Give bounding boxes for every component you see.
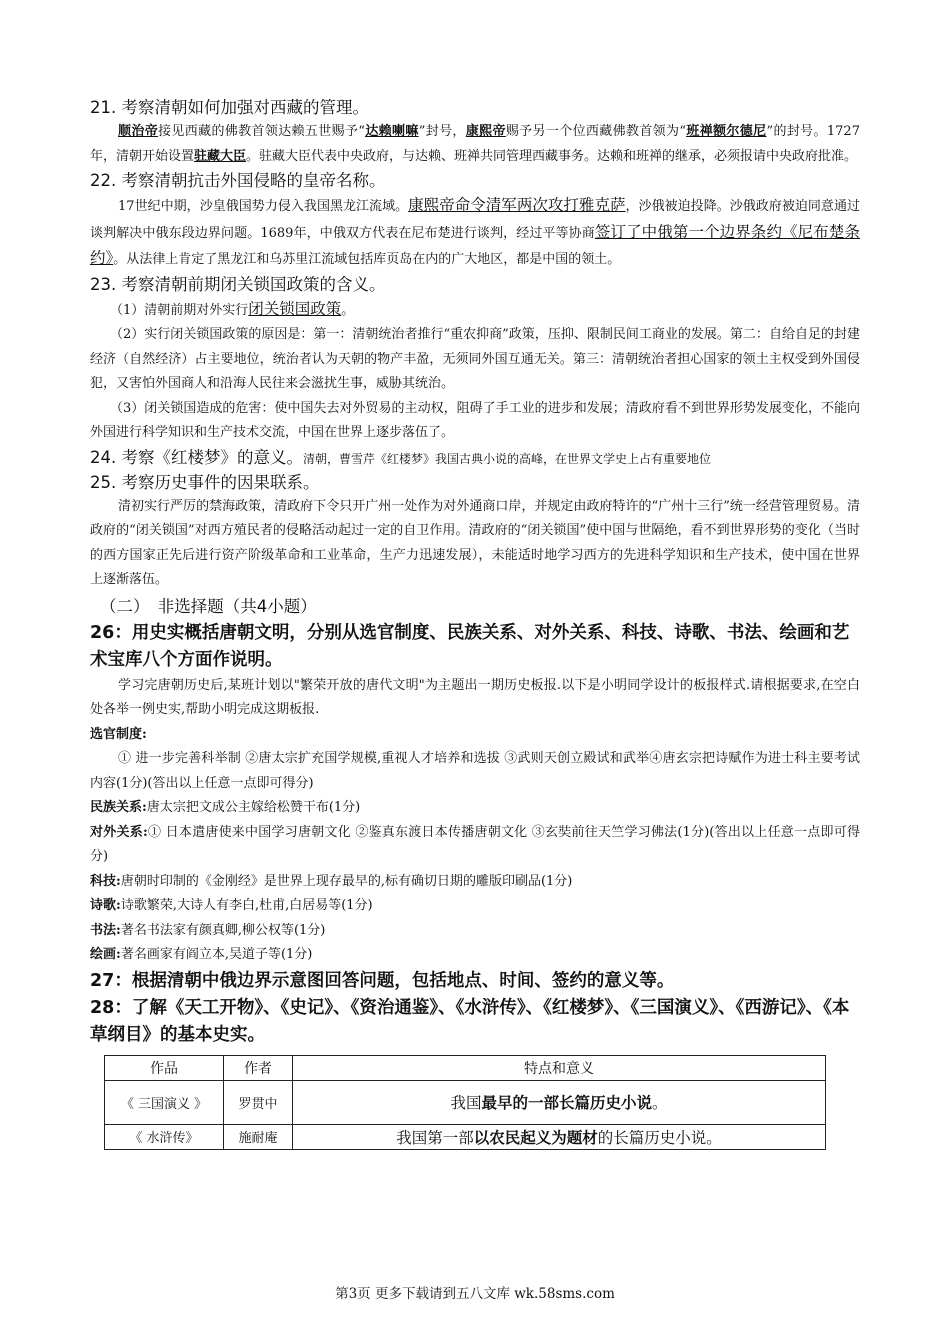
q26-item-label: 诗歌:	[90, 898, 121, 913]
q26-item-label: 民族关系:	[90, 800, 147, 815]
q26-item	[90, 796, 860, 821]
table-row	[105, 1080, 826, 1124]
meaning-part: 。	[652, 1094, 668, 1112]
q21-s3: 达赖喇嘛	[364, 124, 419, 139]
q26-item-label: 选官制度:	[90, 726, 147, 742]
q26-item-text: 唐太宗把文成公主嫁给松赞干布(1分)	[146, 800, 361, 815]
q24-title: 24. 考察《红楼梦》的意义。	[90, 447, 303, 467]
q26-item-label: 书法:	[90, 922, 121, 938]
q23-p1c: 。	[341, 302, 355, 318]
table-cell-author: 罗贯中	[224, 1080, 293, 1124]
table-cell-meaning	[293, 1080, 826, 1124]
q21-s2: 接见西藏的佛教首领达赖五世赐予“	[158, 124, 365, 139]
works-table	[104, 1055, 826, 1150]
page-footer: 第3页 更多下载请到五八文库 wk.58sms.com	[335, 1286, 615, 1302]
q26-item-label: 科技:	[90, 873, 121, 889]
table-row	[105, 1124, 826, 1149]
q25-paragraph: 清初实行严厉的禁海政策，清政府下令只开广州一处作为对外通商口岸，并规定由政府特许的“广州十三行”统一经营管理贸易。清政府的“闭关锁国”对西方殖民者的侵略活动起过一定的自卫作用。清政府的“闭关锁国”使中国与世隔绝，看不到世界形势的变化（当时的西方国家正先后进行资产阶级革命和工业革命，生产力迅速发展），未能适时地学习西方的先进科学知识和生产技术，使中国在世界上逐渐落伍。	[90, 498, 860, 587]
q26-item-text: 唐朝时印制的《金刚经》是世界上现存最早的,标有确切日期的雕版印刷品(1分)	[120, 873, 573, 889]
q26-item	[90, 894, 860, 919]
q26-item-text: ① 进一步完善科举制 ②唐太宗扩充国学规模,重视人才培养和选拔 ③武则天创立殿试和武举④唐玄宗把诗赋作为进士科主要考试内容(1分)(答出以上任意一点即可得分)	[90, 751, 860, 791]
meaning-emphasis: 以农民起义为题材	[473, 1128, 598, 1147]
q26-item	[90, 747, 860, 796]
table-header-meaning: 特点和意义	[293, 1055, 826, 1080]
q21-s10: 。驻藏大臣代表中央政府，与达赖、班禅共同管理西藏事务。达赖和班禅的继承，必须报请中央政府批准。	[246, 148, 858, 164]
q24-note: 清朝，曹雪芹《红楼梦》我国古典小说的高峰，在世界文学史上占有重要地位	[303, 451, 712, 466]
q21-paragraph	[90, 120, 860, 169]
q26-item-text: 著名书法家有颜真卿,柳公权等(1分)	[120, 922, 326, 938]
q23-title: 23. 考察清朝前期闭关锁国政策的含义。	[90, 274, 386, 294]
section-2-heading: （二） 非选择题（共4小题）	[100, 596, 317, 616]
q26-item-text: 诗歌繁荣,大诗人有李白,杜甫,白居易等(1分)	[120, 898, 373, 913]
q27-title: 27：根据清朝中俄边界示意图回答问题，包括地点、时间、签约的意义等。	[90, 970, 675, 991]
q26-item	[90, 919, 860, 944]
document-page	[90, 96, 860, 1150]
q23-point-1	[90, 297, 860, 324]
q21-s5: 康熙帝	[465, 124, 506, 139]
q26-item	[90, 821, 860, 870]
q26-item	[90, 870, 860, 895]
meaning-part: 的长篇历史小说。	[597, 1128, 722, 1147]
table-cell-work: 《 三国演义 》	[105, 1080, 224, 1124]
q23-point-2: （2）实行闭关锁国政策的原因是：第一：清朝统治者推行“重农抑商”政策，压抑、限制民间工商业的发展。第二：自给自足的封建经济（自然经济）占主要地位，统治者认为天朝的物产丰盈，无须同外国互通无关。第三：清朝统治者担心国家的领土主权受到外国侵犯，又害怕外国商人和沿海人民往来会滋扰生事，威胁其统治。	[90, 327, 860, 391]
q23-p1a: （1）清朝前期对外实行	[110, 302, 249, 318]
q26-item-text: ① 日本遣唐使来中国学习唐朝文化 ②鉴真东渡日本传播唐朝文化 ③玄奘前往天竺学习佛法(1分)(答出以上任意一点即可得分)	[90, 824, 860, 864]
q21-s6: 赐予另一个位西藏佛教首领为“	[505, 124, 687, 139]
q23-p1b: 闭关锁国政策	[248, 299, 342, 318]
q21-s9: 驻藏大臣	[194, 148, 247, 164]
q26-item-text: 著名画家有阎立本,吴道子等(1分)	[120, 947, 313, 962]
q21-s1: 顺治帝	[118, 124, 159, 139]
q21-s8: ”的封号。1727年，清朝开始设置	[90, 124, 860, 164]
q22-s1: 17世纪中期，沙皇俄国势力侵入我国黑龙江流域。	[118, 199, 409, 214]
q22-s5: 。从法律上肯定了黑龙江和乌苏里江流域包括库页岛在内的广大地区，都是中国的领土。	[113, 252, 621, 267]
q26-title: 26：用史实概括唐朝文明，分别从选官制度、民族关系、对外关系、科技、诗歌、书法、绘画和艺术宝库八个方面作说明。	[90, 622, 850, 670]
q24-line	[90, 446, 860, 471]
table-header-author: 作者	[224, 1055, 293, 1080]
q21-s7: 班禅额尔德尼	[686, 124, 767, 139]
q22-paragraph	[90, 193, 860, 273]
table-cell-author: 施耐庵	[224, 1124, 293, 1149]
table-header-row	[105, 1055, 826, 1080]
q23-point-3: （3）闭关锁国造成的危害：使中国失去对外贸易的主动权，阻碍了手工业的进步和发展；清政府看不到世界形势发展变化，不能向外国进行科学知识和生产技术交流，中国在世界上逐步落伍了。	[90, 400, 860, 440]
meaning-emphasis: 最早的一部长篇历史小说	[481, 1094, 652, 1112]
q28-title: 28：了解《天工开物》、《史记》、《资治通鉴》、《水浒传》、《红楼梦》、《三国演义》、《西游记》、《本草纲目》的基本史实。	[90, 997, 850, 1045]
table-cell-meaning	[293, 1124, 826, 1149]
table-header-work: 作品	[105, 1055, 224, 1080]
q22-title: 22. 考察清朝抗击外国侵略的皇帝名称。	[90, 171, 386, 190]
q26-item	[90, 723, 860, 748]
q22-s2: 康熙帝命令清军两次攻打雅克萨	[408, 196, 626, 214]
q22-s3: ，沙俄被迫投降。沙俄政府被迫同意通过谈判解决中俄东段边界问题。1689年，中俄双方代表在尼布楚进行谈判，经过平等协商	[90, 199, 860, 241]
q21-title: 21. 考察清朝如何加强对西藏的管理。	[90, 98, 369, 117]
table-cell-work: 《 水浒传》	[105, 1124, 224, 1149]
q22-s4: 签订了中俄第一个边界条约《尼布楚条约》	[90, 222, 860, 267]
q26-item	[90, 943, 860, 968]
q25-title: 25. 考察历史事件的因果联系。	[90, 472, 320, 492]
q21-s4: ”封号，	[418, 124, 466, 139]
meaning-part: 我国	[450, 1094, 482, 1112]
meaning-part: 我国第一部	[396, 1128, 474, 1147]
q26-item-label: 对外关系:	[90, 824, 148, 840]
q26-item-label: 绘画:	[90, 947, 121, 962]
q26-intro: 学习完唐朝历史后,某班计划以"繁荣开放的唐代文明"为主题出一期历史板报.以下是小明同学设计的板报样式.请根据要求,在空白处各举一例史实,帮助小明完成这期板报.	[90, 677, 860, 717]
